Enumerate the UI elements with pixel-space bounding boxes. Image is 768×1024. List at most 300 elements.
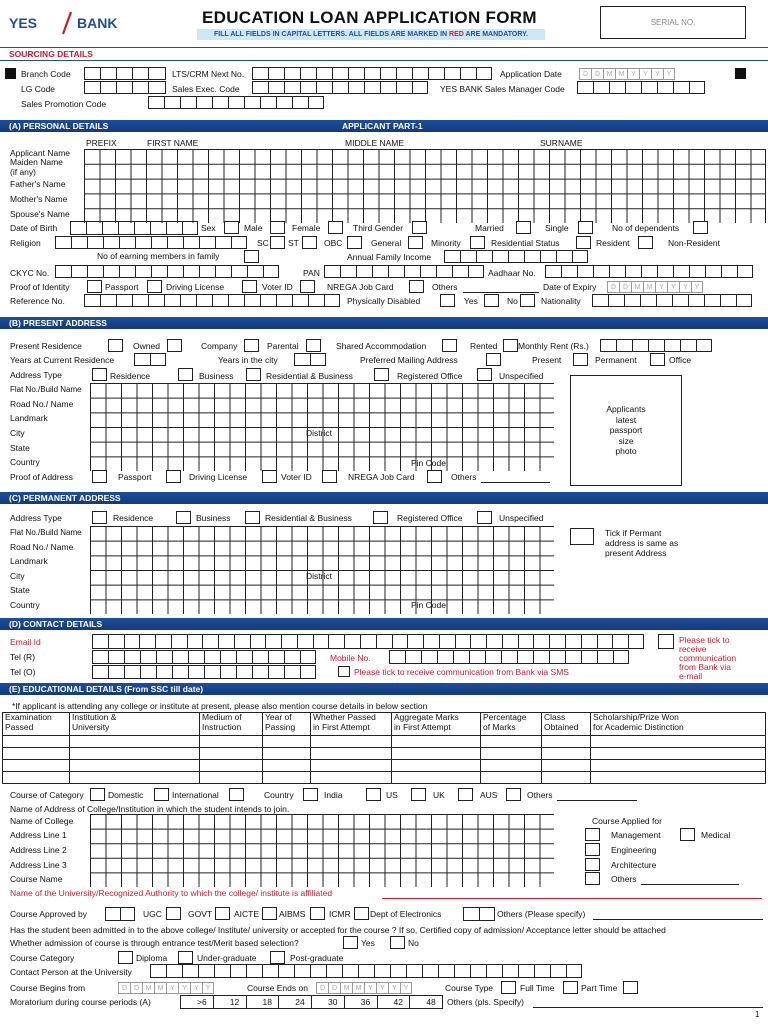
present-residence-label: Present Residence <box>10 341 82 351</box>
registered-office-checkbox[interactable] <box>477 368 492 381</box>
part-time-checkbox[interactable] <box>623 981 638 994</box>
married-label: Married <box>475 223 504 233</box>
entrance-no-label: No <box>408 938 419 948</box>
diploma-checkbox[interactable] <box>178 951 193 964</box>
sales-promotion-label: Sales Promotion Code <box>21 99 107 109</box>
col-middle-name: MIDDLE NAME <box>345 138 405 148</box>
male-checkbox[interactable] <box>270 221 285 234</box>
aus-checkbox[interactable] <box>506 788 521 801</box>
business-label: Business <box>199 371 234 381</box>
flat-no-label: Flat No./Build Name <box>10 385 82 394</box>
no-label: No <box>507 296 518 306</box>
perm-landmark-label: Landmark <box>10 556 48 566</box>
permanent-address-heading: (C) PERMANENT ADDRESS <box>9 493 121 503</box>
domestic-checkbox[interactable] <box>154 788 169 801</box>
perm-registered-office-label: Registered Office <box>397 513 463 523</box>
tel-r-label: Tel (R) <box>10 652 36 662</box>
education-details-header <box>0 683 768 695</box>
perm-district-label: District <box>306 571 332 581</box>
tel-r-boxes[interactable] <box>92 650 316 664</box>
perm-registered-office-checkbox[interactable] <box>477 511 492 524</box>
driving-license-checkbox[interactable] <box>242 280 257 293</box>
moratorium-option[interactable]: 48 <box>409 995 443 1009</box>
perm-country-label: Country <box>10 600 40 610</box>
ugc-checkbox[interactable] <box>166 907 181 920</box>
table-row[interactable] <box>3 748 766 760</box>
permanent-address-grid-lines <box>90 526 554 614</box>
lts-crm-boxes[interactable] <box>252 67 492 80</box>
full-time-checkbox[interactable] <box>563 981 578 994</box>
name-of-college-label: Name of College <box>10 816 74 826</box>
education-table[interactable] <box>2 712 766 784</box>
st-label: ST <box>288 238 299 248</box>
course-begins-boxes[interactable]: D D M M Y Y Y Y <box>118 982 214 994</box>
corner-marker-left <box>5 68 16 79</box>
part-time-label: Part Time <box>581 983 618 993</box>
residential-status-checkbox[interactable] <box>576 236 591 249</box>
university-name-label: Name of the University/Recognized Authority to which the college/ institute is affiliated <box>10 888 333 898</box>
years-current-boxes[interactable] <box>134 353 166 366</box>
sex-label: Sex <box>201 223 216 233</box>
non-resident-label: Non-Resident <box>668 238 720 248</box>
course-name-label: Course Name <box>10 874 63 884</box>
annual-income-boxes[interactable] <box>444 250 588 263</box>
ugc-label: UGC <box>143 909 162 919</box>
rented-checkbox[interactable] <box>503 339 518 352</box>
poa-passport-checkbox[interactable] <box>166 470 181 483</box>
table-header-institution: Institution & University <box>70 713 200 736</box>
reference-no-label: Reference No. <box>10 296 65 306</box>
if-any-label: (if any) <box>10 167 36 177</box>
ckyc-label: CKYC No. <box>10 268 50 278</box>
icmr-checkbox[interactable] <box>354 907 369 920</box>
others-line[interactable] <box>463 292 539 293</box>
ckyc-boxes[interactable] <box>55 265 279 278</box>
minority-checkbox[interactable] <box>470 236 485 249</box>
medical-label: Medical <box>701 830 731 840</box>
nrega-label: NREGA Job Card <box>327 282 394 292</box>
medical-checkbox[interactable] <box>680 828 695 841</box>
residence-label: Residence <box>110 371 151 381</box>
no-checkbox[interactable] <box>520 294 535 307</box>
full-time-label: Full Time <box>520 983 555 993</box>
dependents-box[interactable] <box>693 221 708 234</box>
earning-members-label: No of earning members in family <box>97 251 220 261</box>
table-header-aggregate: Aggregate Marks in First Attempt <box>392 713 481 736</box>
university-name-line[interactable] <box>382 898 762 899</box>
physically-disabled-checkbox[interactable] <box>440 294 455 307</box>
application-date-label: Application Date <box>500 69 562 79</box>
present-checkbox[interactable] <box>573 353 588 366</box>
india-label: India <box>324 790 343 800</box>
single-checkbox[interactable] <box>578 221 593 234</box>
country-others-label: Others <box>527 790 553 800</box>
architecture-label: Architecture <box>611 860 657 870</box>
owned-label: Owned <box>133 341 160 351</box>
education-note: *If applicant is attending any college or institute at present, please also mention course details in below section <box>12 701 428 711</box>
monthly-rent-boxes[interactable] <box>600 339 712 352</box>
others-specify-label: Others (Please specify) <box>497 909 586 919</box>
management-checkbox[interactable] <box>585 828 600 841</box>
nationality-label: Nationality <box>541 296 581 306</box>
physically-disabled-label: Physically Disabled <box>347 296 421 306</box>
preferred-mailing-label: Preferred Mailing Address <box>360 355 458 365</box>
residence-checkbox[interactable] <box>178 368 193 381</box>
permanent-label: Permanent <box>595 355 637 365</box>
perm-address-type-checkbox[interactable] <box>92 511 107 524</box>
us-checkbox[interactable] <box>411 788 426 801</box>
moratorium-option[interactable]: 12 <box>213 995 247 1009</box>
application-date-boxes[interactable]: D D M M Y Y Y Y <box>579 68 675 80</box>
poa-others-line[interactable] <box>481 482 550 483</box>
shared-accommodation-checkbox[interactable] <box>442 339 457 352</box>
pan-boxes[interactable] <box>324 265 484 278</box>
earning-members-box[interactable] <box>244 250 259 263</box>
govt-checkbox[interactable] <box>215 907 230 920</box>
personal-heading: (A) PERSONAL DETAILS <box>9 121 109 131</box>
dept-electronics-label: Dept of Electronics <box>370 909 442 919</box>
course-ends-label: Course Ends on <box>247 983 308 993</box>
unspecified-label: Unspecified <box>499 371 544 381</box>
years-current-label: Years at Current Residence <box>10 355 115 365</box>
sex-checkbox[interactable] <box>224 221 239 234</box>
international-label: International <box>172 790 219 800</box>
engineering-checkbox[interactable] <box>585 843 600 856</box>
company-label: Company <box>201 341 238 351</box>
table-header-year: Year of Passing <box>263 713 311 736</box>
course-applied-label: Course Applied for <box>592 816 662 826</box>
course-category-label: Course of Category <box>10 790 84 800</box>
perm-residence-checkbox[interactable] <box>176 511 191 524</box>
moratorium-option[interactable]: 24 <box>278 995 312 1009</box>
female-label: Female <box>292 223 321 233</box>
moratorium-option[interactable]: 18 <box>246 995 280 1009</box>
govt-label: GOVT <box>188 909 213 919</box>
tick-line-1: Tick if Permant <box>605 528 662 538</box>
contact-details-header <box>0 618 768 630</box>
address-line-3-label: Address Line 3 <box>10 860 67 870</box>
entrance-yes-checkbox[interactable] <box>343 936 358 949</box>
india-checkbox[interactable] <box>366 788 381 801</box>
nrega-checkbox[interactable] <box>409 280 424 293</box>
years-city-label: Years in the city <box>218 355 278 365</box>
sales-exec-boxes[interactable] <box>252 81 428 94</box>
address-type-label: Address Type <box>10 370 62 380</box>
dob-label: Date of Birth <box>10 223 58 233</box>
perm-business-checkbox[interactable] <box>245 511 260 524</box>
email-tick-line-2: receive <box>679 644 707 654</box>
shared-accommodation-label: Shared Accommodation <box>336 341 427 351</box>
uk-label: UK <box>433 790 445 800</box>
voter-id-label: Voter ID <box>262 282 293 292</box>
diploma-label: Diploma <box>136 953 168 963</box>
entrance-no-checkbox[interactable] <box>390 936 405 949</box>
tel-o-label: Tel (O) <box>10 667 36 677</box>
religion-label: Religion <box>10 238 41 248</box>
others-specify-line[interactable] <box>593 919 763 920</box>
pin-code-label: Pin Code <box>411 458 446 468</box>
course-begins-label: Course Begins from <box>10 983 86 993</box>
svg-text:YES: YES <box>9 15 38 31</box>
proof-of-address-checkbox[interactable] <box>92 470 107 483</box>
contact-person-boxes[interactable] <box>150 964 582 978</box>
reference-no-boxes[interactable] <box>84 294 340 307</box>
applicant-name-label: Applicant Name <box>10 148 71 158</box>
email-tick-line-1: Please tick to <box>679 635 730 645</box>
landmark-label: Landmark <box>10 413 48 423</box>
sms-tick-label: Please tick to receive communication from Bank via SMS <box>354 667 569 677</box>
district-label: District <box>306 428 332 438</box>
road-no-label: Road No./ Name <box>10 399 74 409</box>
sales-manager-label: YES BANK Sales Manager Code <box>440 84 565 94</box>
table-row[interactable] <box>3 760 766 772</box>
pan-label: PAN <box>303 268 320 278</box>
contact-heading: (D) CONTACT DETAILS <box>9 619 103 629</box>
table-header-first-attempt: Whether Passed in First Attempt <box>311 713 392 736</box>
present-residence-checkbox[interactable] <box>108 339 123 352</box>
lg-code-label: LG Code <box>21 84 56 94</box>
poa-driving-license-label: Driving License <box>189 472 248 482</box>
table-header-scholarship: Scholarship/Prize Won for Academic Distinction <box>591 713 766 736</box>
instruction-banner <box>197 29 545 40</box>
single-label: Single <box>545 223 569 233</box>
logo-mark <box>9 10 137 38</box>
mobile-boxes[interactable] <box>389 650 629 664</box>
spouses-name-label: Spouse's Name <box>10 209 70 219</box>
company-checkbox[interactable] <box>244 339 259 352</box>
married-checkbox[interactable] <box>516 221 531 234</box>
resident-checkbox[interactable] <box>638 236 653 249</box>
branch-code-boxes[interactable] <box>84 67 166 80</box>
entrance-question: Whether admission of course is through entrance test/Merit based selection? <box>10 938 299 948</box>
city-label: City <box>10 428 25 438</box>
admitted-question: Has the student been admitted in to the above college/ Institute/ university or accepted for the course ? If so, Certified copy of admission/ Acceptance letter should be attached <box>10 925 666 935</box>
poa-voter-id-label: Voter ID <box>281 472 312 482</box>
poa-others-label: Others <box>451 472 477 482</box>
svg-text:BANK: BANK <box>77 15 118 31</box>
minority-label: Minority <box>431 238 461 248</box>
table-row[interactable] <box>3 772 766 784</box>
email-tick-text <box>679 636 736 681</box>
name-grid[interactable] <box>84 149 766 223</box>
address-type-checkbox[interactable] <box>92 368 107 381</box>
dept-electronics-boxes[interactable] <box>463 907 495 921</box>
branch-code-label: Branch Code <box>21 69 71 79</box>
poa-passport-label: Passport <box>118 472 152 482</box>
under-graduate-label: Under-graduate <box>197 953 257 963</box>
poa-nrega-checkbox[interactable] <box>427 470 442 483</box>
sales-promotion-boxes[interactable] <box>148 96 324 109</box>
years-city-boxes[interactable] <box>294 353 326 366</box>
present-address-grid[interactable] <box>90 383 554 471</box>
personal-details-header <box>0 120 768 132</box>
uk-checkbox[interactable] <box>458 788 473 801</box>
parental-checkbox[interactable] <box>306 339 321 352</box>
present-address-header <box>0 317 768 329</box>
course-type-label: Course Type <box>445 983 494 993</box>
name-grid-lines <box>84 149 766 223</box>
moratorium-option[interactable]: 30 <box>311 995 345 1009</box>
owned-checkbox[interactable] <box>167 339 182 352</box>
aus-label: AUS <box>480 790 498 800</box>
page-number: 1 <box>755 1010 760 1019</box>
dob-boxes[interactable] <box>70 221 198 235</box>
moratorium-option[interactable]: 36 <box>344 995 378 1009</box>
same-address-text <box>605 528 678 558</box>
proof-of-address-label: Proof of Address <box>10 472 73 482</box>
moratorium-options[interactable] <box>180 995 442 1009</box>
photo-line-3: passport <box>609 425 643 435</box>
engineering-label: Engineering <box>611 845 657 855</box>
tel-o-boxes[interactable] <box>92 665 316 679</box>
permanent-address-grid[interactable] <box>90 526 554 614</box>
table-header-medium: Medium of Instruction <box>200 713 263 736</box>
under-graduate-checkbox[interactable] <box>270 951 285 964</box>
domestic-label: Domestic <box>108 790 144 800</box>
female-checkbox[interactable] <box>328 221 343 234</box>
management-label: Management <box>611 830 661 840</box>
moratorium-option[interactable]: 42 <box>377 995 411 1009</box>
obc-checkbox[interactable] <box>347 236 362 249</box>
serial-no-placeholder: SERIAL NO. <box>650 18 696 27</box>
course-category-checkbox[interactable] <box>90 788 105 801</box>
nationality-boxes[interactable] <box>592 294 752 307</box>
date-of-expiry-label: Date of Expiry <box>543 282 597 292</box>
permanent-address-header <box>0 492 768 504</box>
perm-road-no-label: Road No./ Name <box>10 542 74 552</box>
aicte-checkbox[interactable] <box>262 907 277 920</box>
email-boxes[interactable] <box>92 634 644 649</box>
sms-tick-checkbox[interactable] <box>338 666 350 677</box>
yes-checkbox[interactable] <box>484 294 499 307</box>
poa-nrega-label: NREGA Job Card <box>348 472 415 482</box>
country-checkbox[interactable] <box>303 788 318 801</box>
sourcing-heading: SOURCING DETAILS <box>9 49 93 59</box>
same-address-checkbox[interactable] <box>570 528 594 545</box>
course-others-checkbox[interactable] <box>585 872 600 885</box>
col-surname: SURNAME <box>540 138 583 148</box>
country-others-line[interactable] <box>557 800 637 801</box>
country-label: Country <box>10 457 40 467</box>
form-title: EDUCATION LOAN APPLICATION FORM <box>202 8 537 27</box>
lg-code-boxes[interactable] <box>84 81 166 94</box>
lts-crm-label: LTS/CRM Next No. <box>172 69 245 79</box>
aibms-label: AIBMS <box>279 909 306 919</box>
address-line-1-label: Address Line 1 <box>10 830 67 840</box>
general-checkbox[interactable] <box>408 236 423 249</box>
serial-no-box[interactable] <box>600 6 746 39</box>
resident-label: Resident <box>596 238 630 248</box>
col-first-name: FIRST NAME <box>147 138 199 148</box>
religion-boxes[interactable] <box>55 236 247 249</box>
email-tick-checkbox[interactable] <box>658 634 674 649</box>
email-tick-line-3: communication <box>679 653 737 663</box>
instruction-text-end: ARE MANDATORY. <box>463 31 528 38</box>
voter-id-checkbox[interactable] <box>300 280 315 293</box>
poa-driving-license-checkbox[interactable] <box>262 470 277 483</box>
corner-marker-right <box>735 68 746 79</box>
sales-exec-label: Sales Exec. Code <box>172 84 240 94</box>
photo-line-2: latest <box>615 414 637 425</box>
course-ends-boxes[interactable]: D D M M Y Y Y Y <box>316 982 412 994</box>
table-row[interactable] <box>3 736 766 748</box>
perm-residence-label: Residence <box>113 513 154 523</box>
others-pls-line[interactable] <box>533 1007 763 1008</box>
perm-res-business-checkbox[interactable] <box>373 511 388 524</box>
aadhaar-boxes[interactable] <box>545 265 753 278</box>
education-heading: (E) EDUCATIONAL DETAILS (From SSC till date) <box>9 684 204 694</box>
name-address-college-label: Name of Address of College/Institution in which the student intends to join. <box>10 804 290 814</box>
email-label: Email Id <box>10 637 41 647</box>
address-line-2-label: Address Line 2 <box>10 845 67 855</box>
table-header-row <box>3 713 766 736</box>
monthly-rent-label: Monthly Rent (Rs.) <box>518 341 589 351</box>
present-address-grid-lines <box>90 383 554 471</box>
res-business-checkbox[interactable] <box>374 368 389 381</box>
table-header-class: Class Obtained <box>542 713 591 736</box>
annual-income-label: Annual Family Income <box>347 252 432 262</box>
perm-city-label: City <box>10 571 25 581</box>
sc-checkbox[interactable] <box>270 236 285 249</box>
res-business-label: Residential & Business <box>266 371 353 381</box>
perm-flat-no-label: Flat No./Build Name <box>10 528 82 537</box>
col-prefix: PREFIX <box>86 138 117 148</box>
course-approved-boxes[interactable] <box>105 907 135 921</box>
aicte-label: AICTE <box>234 909 260 919</box>
course-category2-checkbox[interactable] <box>118 951 133 964</box>
present-address-heading: (B) PRESENT ADDRESS <box>9 318 107 328</box>
course-others-label: Others <box>611 874 637 884</box>
tick-line-2: address is same as <box>605 538 679 548</box>
perm-business-label: Business <box>196 513 231 523</box>
photo-line-5: photo <box>615 446 637 456</box>
proof-identity-checkbox[interactable] <box>87 280 102 293</box>
poa-voter-id-checkbox[interactable] <box>322 470 337 483</box>
third-gender-label: Third Gender <box>353 223 404 233</box>
photo-line-4: size <box>618 435 634 446</box>
icmr-label: ICMR <box>329 909 351 919</box>
preferred-mailing-checkbox[interactable] <box>486 353 501 366</box>
registered-office-label: Registered Office <box>397 371 463 381</box>
permanent-checkbox[interactable] <box>650 353 665 366</box>
college-address-grid[interactable] <box>90 814 554 887</box>
instruction-text: FILL ALL FIELDS IN CAPITAL LETTERS. ALL FIELDS ARE MARKED IN <box>214 31 450 38</box>
international-checkbox[interactable] <box>229 788 244 801</box>
business-checkbox[interactable] <box>246 368 261 381</box>
perm-address-type-label: Address Type <box>10 513 62 523</box>
tick-line-3: present Address <box>605 548 667 558</box>
course-others-line[interactable] <box>641 884 739 885</box>
aadhaar-label: Aadhaar No. <box>488 268 536 278</box>
sc-label: SC <box>257 238 269 248</box>
date-of-expiry-boxes[interactable]: D D M M Y Y Y Y <box>607 281 703 293</box>
perm-state-label: State <box>10 585 30 595</box>
architecture-checkbox[interactable] <box>585 858 600 871</box>
third-gender-checkbox[interactable] <box>412 221 427 234</box>
aibms-checkbox[interactable] <box>310 907 325 920</box>
course-type-checkbox[interactable] <box>501 981 516 994</box>
passport-checkbox[interactable] <box>147 280 162 293</box>
dependents-label: No of dependents <box>612 223 680 233</box>
us-label: US <box>386 790 398 800</box>
mothers-name-label: Mother's Name <box>10 194 68 204</box>
moratorium-option[interactable]: >6 <box>180 995 214 1009</box>
photo-box[interactable] <box>570 375 682 486</box>
st-checkbox[interactable] <box>302 236 317 249</box>
perm-res-business-label: Residential & Business <box>265 513 352 523</box>
sales-manager-boxes[interactable] <box>577 81 705 94</box>
proof-identity-label: Proof of Identity <box>10 282 70 292</box>
